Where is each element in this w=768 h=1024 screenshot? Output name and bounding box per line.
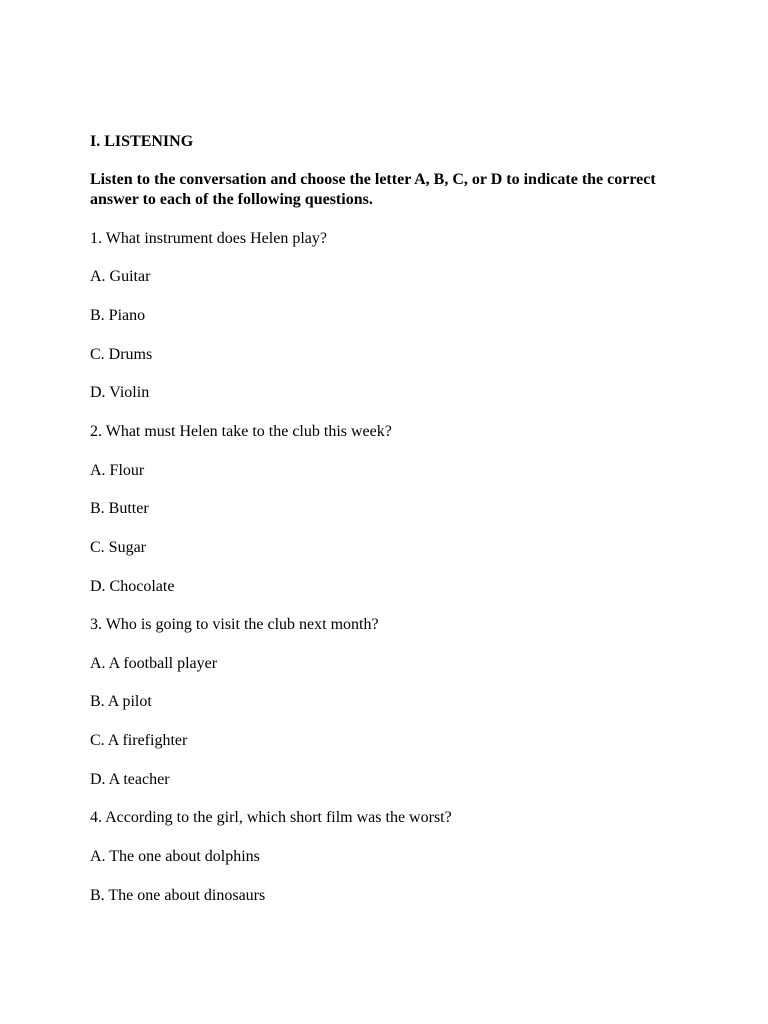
q1-option-c: C. Drums — [90, 346, 153, 363]
q3-option-a: A. A football player — [90, 655, 218, 672]
question-4: 4. According to the girl, which short film was the worst? — [90, 809, 452, 826]
q3-option-d: D. A teacher — [90, 771, 170, 788]
question-3: 3. Who is going to visit the club next month? — [90, 616, 379, 633]
q3-option-b: B. A pilot — [90, 693, 152, 710]
q2-option-b: B. Butter — [90, 500, 149, 517]
q2-option-a: A. Flour — [90, 462, 145, 479]
document-page — [90, 0, 690, 1024]
section-title: I. LISTENING — [90, 133, 194, 150]
q4-option-a: A. The one about dolphins — [90, 848, 260, 865]
instruction-text: Listen to the conversation and choose the letter A, B, C, or D to indicate the correct answer to each of the following questions. — [90, 171, 656, 208]
q1-option-a: A. Guitar — [90, 268, 151, 285]
question-2: 2. What must Helen take to the club this week? — [90, 423, 392, 440]
q1-option-d: D. Violin — [90, 384, 150, 401]
q4-option-b: B. The one about dinosaurs — [90, 887, 266, 904]
q2-option-c: C. Sugar — [90, 539, 146, 556]
q1-option-b: B. Piano — [90, 307, 146, 324]
q2-option-d: D. Chocolate — [90, 578, 175, 595]
question-1: 1. What instrument does Helen play? — [90, 230, 327, 247]
q3-option-c: C. A firefighter — [90, 732, 188, 749]
